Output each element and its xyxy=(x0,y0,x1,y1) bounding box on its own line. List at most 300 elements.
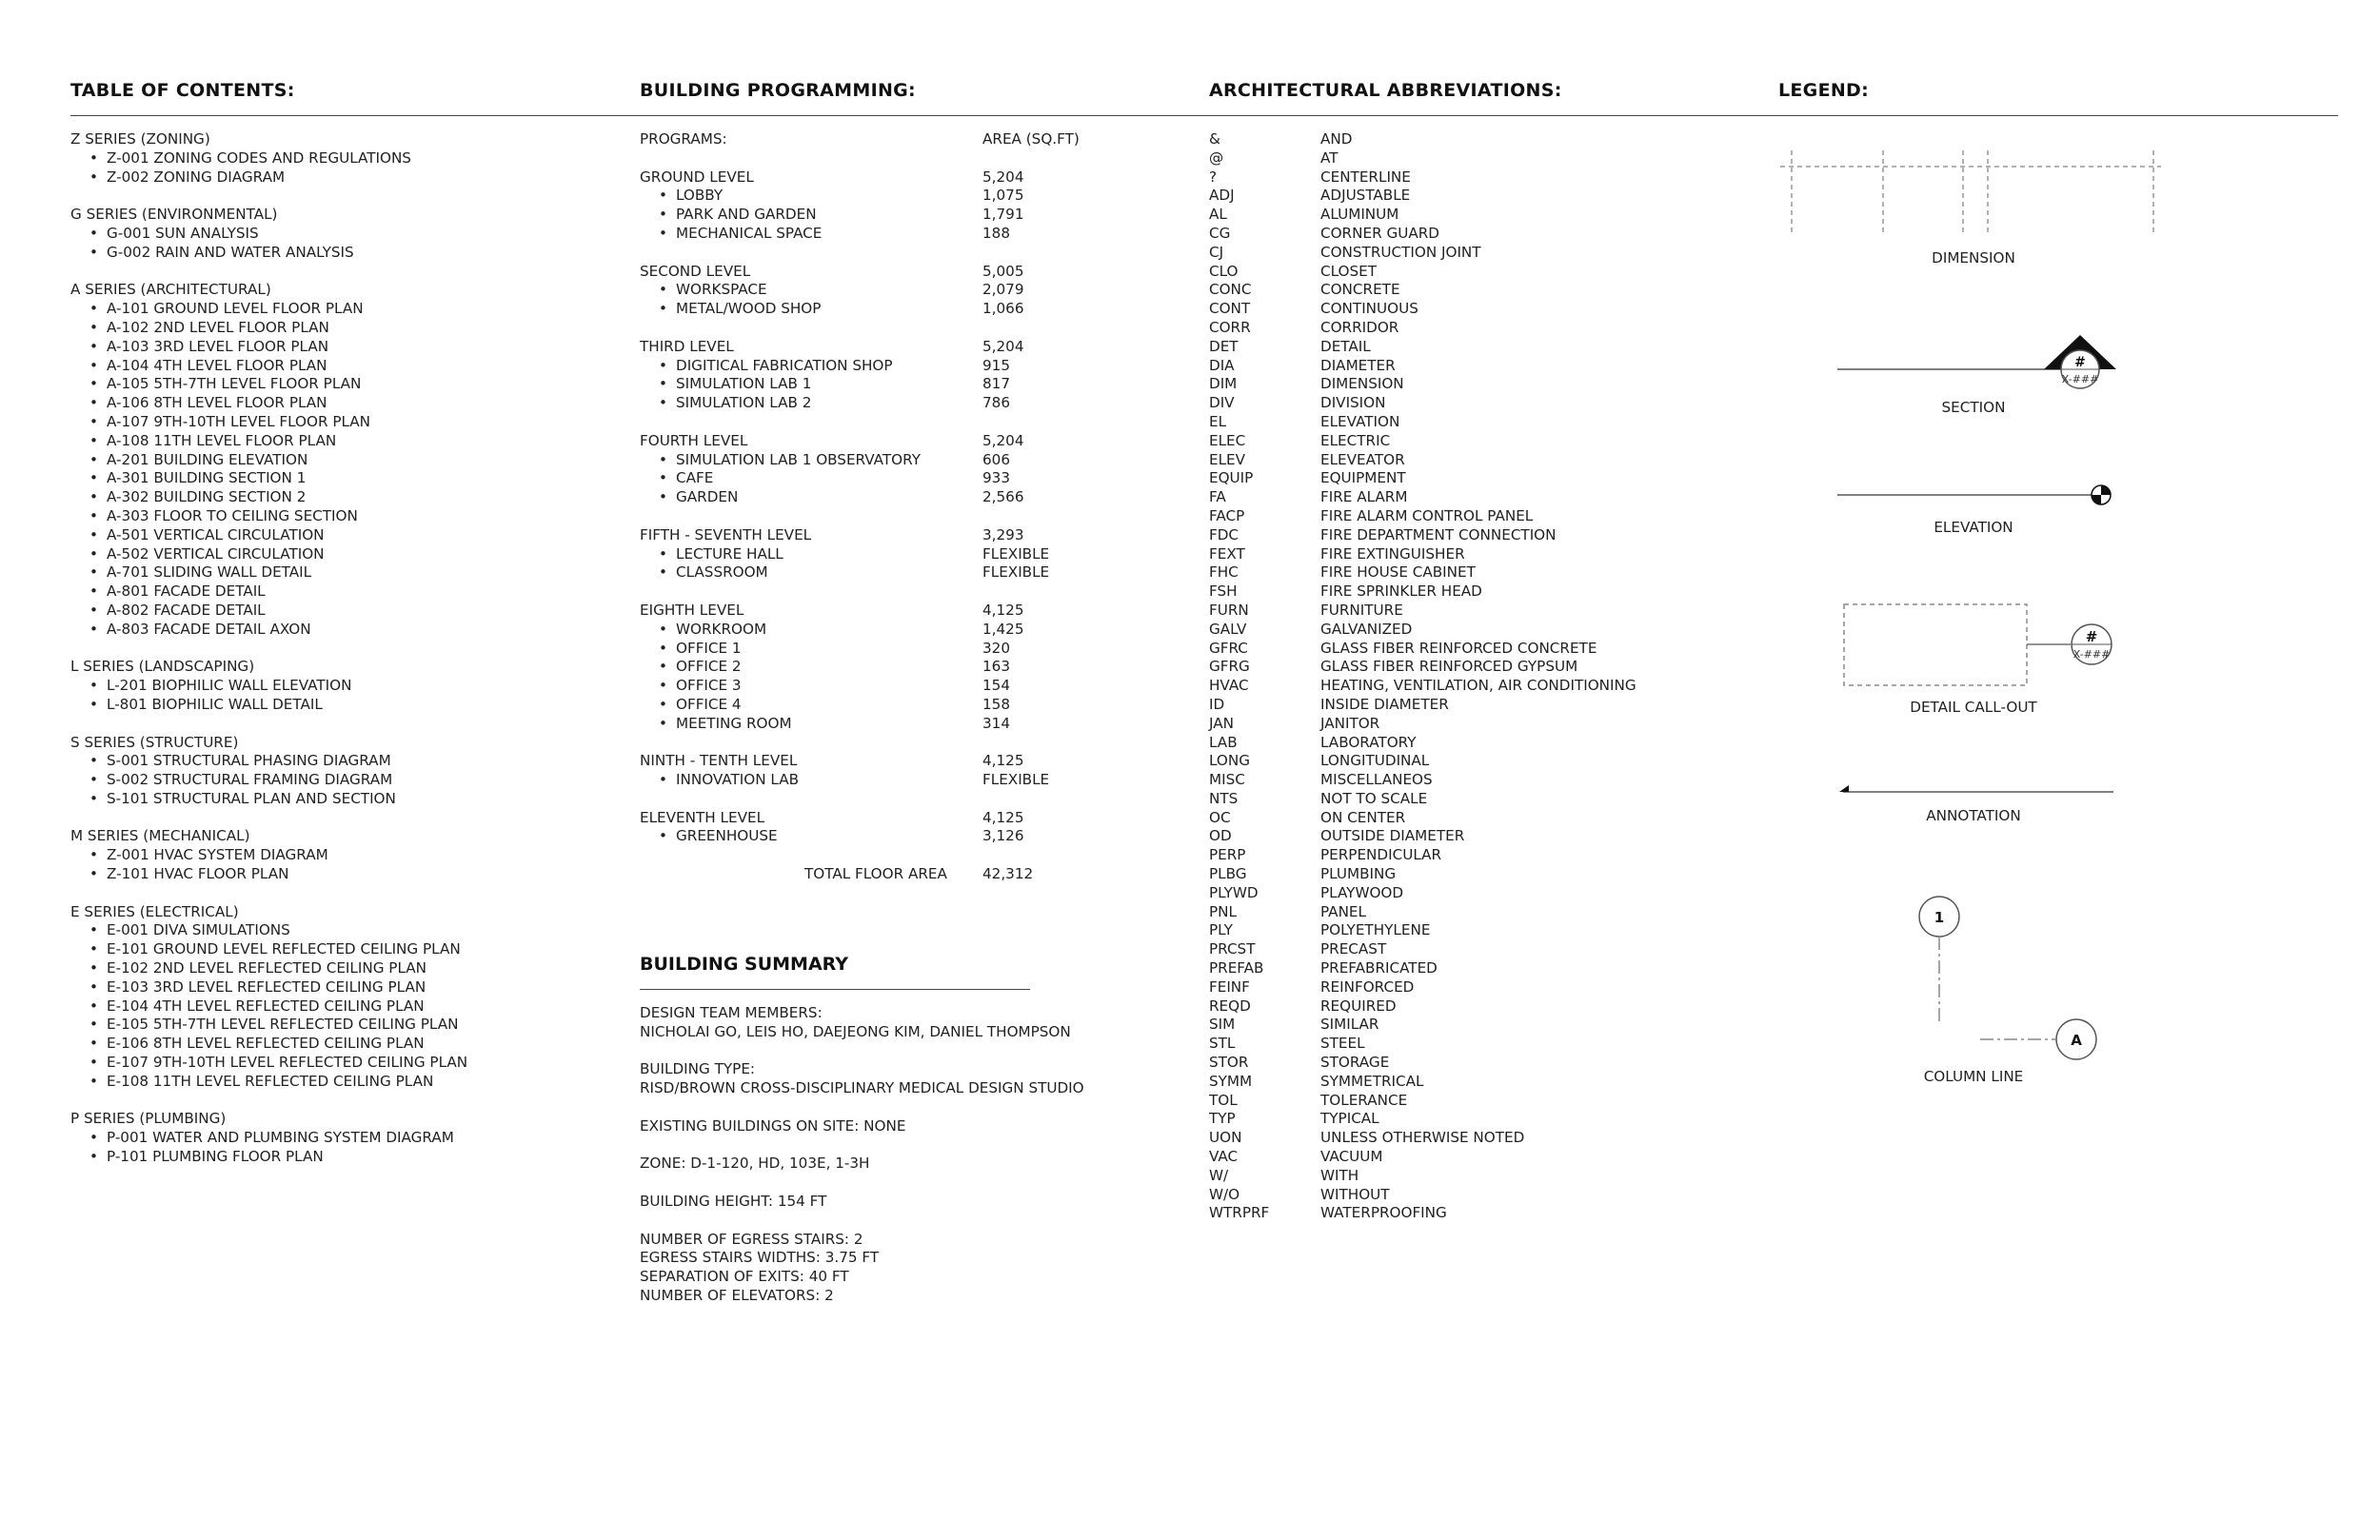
abbreviation-row xyxy=(1209,1073,1742,1092)
room-area: 1,075 xyxy=(982,187,1024,205)
toc-sheet-item: • A-103 3RD LEVEL FLOOR PLAN xyxy=(70,338,467,357)
room-row xyxy=(640,225,1211,244)
abbreviation-definition: TOLERANCE xyxy=(1320,1091,1408,1109)
room-area: 158 xyxy=(982,695,1010,713)
summary-line: EXISTING BUILDINGS ON SITE: NONE xyxy=(640,1116,906,1135)
abbreviation-row xyxy=(1209,790,1742,809)
summary-line: RISD/BROWN CROSS-DISCIPLINARY MEDICAL DESIGN STUDIO xyxy=(640,1079,1084,1097)
room-name: • WORKROOM xyxy=(676,621,766,640)
abbreviation-code: FURN xyxy=(1209,601,1249,619)
room-row xyxy=(640,545,1211,564)
abbreviation-row xyxy=(1209,621,1742,640)
level-name: NINTH - TENTH LEVEL xyxy=(640,752,798,770)
room-row xyxy=(640,488,1211,507)
abbreviation-row xyxy=(1209,1035,1742,1054)
spacer xyxy=(70,1092,467,1111)
abbreviation-row xyxy=(1209,640,1742,659)
abbreviation-code: TYP xyxy=(1209,1110,1236,1128)
abbreviation-code: VAC xyxy=(1209,1148,1239,1166)
detail-ref: X-### xyxy=(2073,648,2111,661)
abbreviation-row xyxy=(1209,1110,1742,1129)
room-name: • OFFICE 4 xyxy=(676,696,742,715)
toc-sheet-item: • P-001 WATER AND PLUMBING SYSTEM DIAGRAM xyxy=(70,1129,467,1148)
abbreviation-row xyxy=(1209,752,1742,771)
abbreviation-row xyxy=(1209,300,1742,319)
room-area: 314 xyxy=(982,714,1010,732)
abbreviation-definition: JANITOR xyxy=(1320,714,1380,732)
column-line-symbol xyxy=(1904,890,2094,1061)
abbreviation-code: LONG xyxy=(1209,752,1251,770)
abbreviation-code: CG xyxy=(1209,224,1231,242)
abbreviation-code: ELEV xyxy=(1209,450,1246,468)
summary-line: BUILDING HEIGHT: 154 FT xyxy=(640,1192,827,1210)
abbreviation-code: HVAC xyxy=(1209,677,1249,695)
annotation-symbol xyxy=(1837,782,2123,801)
abbreviation-row xyxy=(1209,884,1742,903)
abbreviation-row xyxy=(1209,244,1742,263)
section-ref: X-### xyxy=(2061,373,2099,385)
abbreviation-definition: CONSTRUCTION JOINT xyxy=(1320,243,1481,261)
room-area: 1,425 xyxy=(982,620,1024,638)
room-row xyxy=(640,357,1211,376)
spacer xyxy=(640,582,1211,602)
room-row xyxy=(640,206,1211,225)
abbreviation-definition: ELECTRIC xyxy=(1320,431,1391,449)
area-column-label: AREA (SQ.FT) xyxy=(982,130,1080,148)
abbreviation-row xyxy=(1209,206,1742,225)
abbreviation-definition: POLYETHYLENE xyxy=(1320,921,1431,939)
abbreviation-definition: OUTSIDE DIAMETER xyxy=(1320,827,1465,845)
toc-sheet-item: • E-103 3RD LEVEL REFLECTED CEILING PLAN xyxy=(70,978,467,997)
room-area: 163 xyxy=(982,658,1010,676)
toc-sheet-item: • A-701 SLIDING WALL DETAIL xyxy=(70,563,467,582)
abbreviation-code: REQD xyxy=(1209,997,1251,1015)
column-number: 1 xyxy=(1934,909,1945,926)
abbreviation-definition: STEEL xyxy=(1320,1035,1365,1053)
abbreviation-row xyxy=(1209,827,1742,846)
abbreviation-definition: FURNITURE xyxy=(1320,601,1403,619)
room-row xyxy=(640,375,1211,394)
abbreviation-definition: CENTERLINE xyxy=(1320,168,1411,186)
abbreviation-row xyxy=(1209,959,1742,978)
room-name: • SIMULATION LAB 2 xyxy=(676,394,811,413)
abbreviation-code: FDC xyxy=(1209,525,1240,543)
column-line-label: COLUMN LINE xyxy=(1923,1068,2024,1085)
abbreviation-row xyxy=(1209,451,1742,470)
abbreviation-definition: SYMMETRICAL xyxy=(1320,1072,1424,1090)
abbreviation-code: FSH xyxy=(1209,582,1238,601)
room-row xyxy=(640,827,1211,846)
abbreviation-definition: WITH xyxy=(1320,1166,1359,1184)
abbreviation-definition: ALUMINUM xyxy=(1320,206,1399,224)
abbreviation-definition: SIMILAR xyxy=(1320,1016,1379,1034)
toc-series-title: E SERIES (ELECTRICAL) xyxy=(70,902,239,920)
abbreviation-row xyxy=(1209,582,1742,602)
toc-sheet-item: • A-201 BUILDING ELEVATION xyxy=(70,451,467,470)
abbreviation-code: UON xyxy=(1209,1129,1242,1147)
abbreviation-code: OC xyxy=(1209,808,1231,826)
room-name: • SIMULATION LAB 1 OBSERVATORY xyxy=(676,451,921,470)
abbreviation-code: CLO xyxy=(1209,262,1239,280)
abbreviation-row xyxy=(1209,526,1742,545)
level-name: FOURTH LEVEL xyxy=(640,431,748,449)
abbreviation-code: JAN xyxy=(1209,714,1234,732)
abbreviation-code: OD xyxy=(1209,827,1232,845)
abbreviation-definition: GALVANIZED xyxy=(1320,620,1413,638)
level-area: 4,125 xyxy=(982,808,1024,826)
abbreviation-row xyxy=(1209,149,1742,168)
abbreviation-row xyxy=(1209,319,1742,338)
spacer xyxy=(70,263,467,282)
toc-sheet-item: • E-102 2ND LEVEL REFLECTED CEILING PLAN xyxy=(70,959,467,978)
room-area: FLEXIBLE xyxy=(982,771,1050,789)
programming-header-row xyxy=(640,130,1211,149)
toc-sheet-item: • E-101 GROUND LEVEL REFLECTED CEILING PLAN xyxy=(70,940,467,959)
abbreviation-definition: FIRE DEPARTMENT CONNECTION xyxy=(1320,525,1557,543)
abbreviation-definition: DETAIL xyxy=(1320,337,1371,355)
level-row xyxy=(640,526,1211,545)
room-row xyxy=(640,563,1211,582)
toc-sheet-item: • S-002 STRUCTURAL FRAMING DIAGRAM xyxy=(70,771,467,790)
abbreviation-row xyxy=(1209,865,1742,884)
toc-sheet-item: • E-001 DIVA SIMULATIONS xyxy=(70,921,467,940)
abbreviation-code: STOR xyxy=(1209,1054,1249,1072)
room-area: 320 xyxy=(982,639,1010,657)
toc-list xyxy=(70,130,467,1167)
annotation-label: ANNOTATION xyxy=(1926,807,2021,824)
abbreviation-code: SIM xyxy=(1209,1016,1236,1034)
abbreviation-row xyxy=(1209,263,1742,282)
room-area: 1,791 xyxy=(982,206,1024,224)
abbreviation-definition: DIVISION xyxy=(1320,394,1386,412)
abbreviation-code: MISC xyxy=(1209,771,1245,789)
abbreviation-row xyxy=(1209,696,1742,715)
abbreviation-code: PERP xyxy=(1209,846,1246,864)
abbreviation-code: NTS xyxy=(1209,789,1239,807)
abbreviation-code: DIV xyxy=(1209,394,1235,412)
abbreviation-definition: EQUIPMENT xyxy=(1320,469,1406,487)
abbreviation-definition: PANEL xyxy=(1320,902,1366,920)
room-row xyxy=(640,771,1211,790)
abbreviation-code: ELEC xyxy=(1209,431,1246,449)
spacer xyxy=(640,1042,1084,1061)
room-row xyxy=(640,677,1211,696)
toc-heading: TABLE OF CONTENTS: xyxy=(70,80,295,101)
abbreviation-code: FA xyxy=(1209,488,1226,506)
abbreviations-list xyxy=(1209,130,1742,1223)
level-name: THIRD LEVEL xyxy=(640,337,734,355)
room-name: • INNOVATION LAB xyxy=(676,771,799,790)
toc-sheet-item: • A-107 9TH-10TH LEVEL FLOOR PLAN xyxy=(70,413,467,432)
legend-heading: LEGEND: xyxy=(1778,80,1870,101)
abbreviation-definition: ADJUSTABLE xyxy=(1320,187,1411,205)
abbreviation-code: CONT xyxy=(1209,300,1251,318)
room-row xyxy=(640,394,1211,413)
abbreviation-code: CONC xyxy=(1209,281,1252,299)
abbreviation-definition: AND xyxy=(1320,130,1353,148)
abbreviation-row xyxy=(1209,338,1742,357)
room-row xyxy=(640,640,1211,659)
abbreviation-code: GFRG xyxy=(1209,658,1250,676)
total-row xyxy=(640,865,1211,884)
abbreviation-definition: FIRE EXTINGUISHER xyxy=(1320,544,1465,563)
programs-column-label: PROGRAMS: xyxy=(640,130,727,148)
section-symbol xyxy=(1833,331,2118,398)
room-row xyxy=(640,300,1211,319)
abbreviation-code: PLY xyxy=(1209,921,1233,939)
abbreviation-code: @ xyxy=(1209,148,1224,167)
abbreviation-definition: ELEVEATOR xyxy=(1320,450,1405,468)
abbreviation-row xyxy=(1209,507,1742,526)
abbreviation-code: TOL xyxy=(1209,1091,1238,1109)
abbreviation-code: AL xyxy=(1209,206,1227,224)
abbreviation-definition: DIAMETER xyxy=(1320,356,1396,374)
spacer xyxy=(640,1136,1084,1155)
abbreviation-row xyxy=(1209,281,1742,300)
abbreviation-code: WTRPRF xyxy=(1209,1204,1270,1222)
room-name: • CLASSROOM xyxy=(676,563,768,582)
toc-sheet-item: • L-201 BIOPHILIC WALL ELEVATION xyxy=(70,677,467,696)
summary-line: ZONE: D-1-120, HD, 103E, 1-3H xyxy=(640,1155,870,1173)
room-name: • MECHANICAL SPACE xyxy=(676,225,822,244)
abbreviation-definition: REQUIRED xyxy=(1320,997,1397,1015)
abbreviation-row xyxy=(1209,488,1742,507)
spacer xyxy=(640,507,1211,526)
abbreviation-code: FACP xyxy=(1209,506,1245,524)
abbreviation-row xyxy=(1209,563,1742,582)
room-name: • GREENHOUSE xyxy=(676,827,778,846)
room-area: 817 xyxy=(982,375,1010,393)
room-area: 786 xyxy=(982,394,1010,412)
spacer xyxy=(640,149,1211,168)
abbreviation-row xyxy=(1209,357,1742,376)
toc-sheet-item: • A-105 5TH-7TH LEVEL FLOOR PLAN xyxy=(70,375,467,394)
detail-mark: # xyxy=(2085,628,2098,645)
toc-sheet-item: • A-102 2ND LEVEL FLOOR PLAN xyxy=(70,319,467,338)
room-name: • GARDEN xyxy=(676,488,738,507)
room-row xyxy=(640,715,1211,734)
programming-heading: BUILDING PROGRAMMING: xyxy=(640,80,916,101)
toc-series-title: S SERIES (STRUCTURE) xyxy=(70,733,239,751)
abbreviation-row xyxy=(1209,978,1742,997)
abbreviation-definition: PLAYWOOD xyxy=(1320,883,1404,901)
spacer xyxy=(640,1212,1084,1231)
abbreviation-code: GALV xyxy=(1209,620,1247,638)
summary-list xyxy=(640,1004,1084,1306)
toc-series-title: L SERIES (LANDSCAPING) xyxy=(70,658,255,676)
room-area: 1,066 xyxy=(982,300,1024,318)
abbreviation-code: PNL xyxy=(1209,902,1237,920)
room-name: • MEETING ROOM xyxy=(676,715,792,734)
section-mark: # xyxy=(2074,355,2086,370)
toc-sheet-item: • A-108 11TH LEVEL FLOOR PLAN xyxy=(70,432,467,451)
level-name: ELEVENTH LEVEL xyxy=(640,808,765,826)
abbreviation-definition: FIRE SPRINKLER HEAD xyxy=(1320,582,1482,601)
abbreviation-row xyxy=(1209,1148,1742,1167)
abbreviation-row xyxy=(1209,677,1742,696)
abbreviation-code: ADJ xyxy=(1209,187,1235,205)
toc-sheet-item: • E-105 5TH-7TH LEVEL REFLECTED CEILING PLAN xyxy=(70,1016,467,1035)
level-area: 4,125 xyxy=(982,601,1024,619)
abbreviation-code: LAB xyxy=(1209,733,1238,751)
toc-sheet-item: • S-001 STRUCTURAL PHASING DIAGRAM xyxy=(70,752,467,771)
abbreviation-definition: CONTINUOUS xyxy=(1320,300,1418,318)
abbreviation-definition: PLUMBING xyxy=(1320,865,1397,883)
abbreviation-row xyxy=(1209,375,1742,394)
toc-sheet-item: • E-106 8TH LEVEL REFLECTED CEILING PLAN xyxy=(70,1035,467,1054)
spacer xyxy=(70,809,467,828)
toc-sheet-item: • S-101 STRUCTURAL PLAN AND SECTION xyxy=(70,790,467,809)
abbreviation-definition: TYPICAL xyxy=(1320,1110,1379,1128)
abbreviation-code: STL xyxy=(1209,1035,1236,1053)
spacer xyxy=(640,790,1211,809)
abbreviation-row xyxy=(1209,545,1742,564)
room-name: • CAFE xyxy=(676,469,713,488)
abbreviation-row xyxy=(1209,168,1742,188)
abbreviation-definition: LONGITUDINAL xyxy=(1320,752,1430,770)
room-row xyxy=(640,281,1211,300)
abbreviation-definition: GLASS FIBER REINFORCED CONCRETE xyxy=(1320,639,1597,657)
abbreviation-definition: WITHOUT xyxy=(1320,1185,1390,1203)
abbreviation-code: PLYWD xyxy=(1209,883,1259,901)
abbreviation-row xyxy=(1209,187,1742,206)
abbreviation-definition: PRECAST xyxy=(1320,940,1387,958)
room-row xyxy=(640,469,1211,488)
room-name: • WORKSPACE xyxy=(676,281,767,300)
abbreviation-definition: FIRE HOUSE CABINET xyxy=(1320,563,1476,582)
toc-sheet-item: • E-107 9TH-10TH LEVEL REFLECTED CEILING PLAN xyxy=(70,1054,467,1073)
abbreviation-definition: CORRIDOR xyxy=(1320,318,1399,336)
abbreviation-code: ? xyxy=(1209,168,1218,186)
abbreviation-definition: CORNER GUARD xyxy=(1320,224,1439,242)
section-label: SECTION xyxy=(1941,399,2006,416)
total-label: TOTAL FLOOR AREA xyxy=(804,865,947,883)
abbreviation-definition: FIRE ALARM xyxy=(1320,488,1408,506)
abbreviation-row xyxy=(1209,658,1742,677)
toc-sheet-item: • A-106 8TH LEVEL FLOOR PLAN xyxy=(70,394,467,413)
summary-heading: BUILDING SUMMARY xyxy=(640,954,849,975)
level-row xyxy=(640,338,1211,357)
spacer xyxy=(640,734,1211,753)
room-name: • OFFICE 1 xyxy=(676,640,742,659)
abbreviation-definition: ELEVATION xyxy=(1320,412,1400,430)
abbreviation-code: PRCST xyxy=(1209,940,1256,958)
room-area: 2,566 xyxy=(982,488,1024,506)
abbreviation-row xyxy=(1209,1092,1742,1111)
abbreviation-row xyxy=(1209,130,1742,149)
toc-series-title: A SERIES (ARCHITECTURAL) xyxy=(70,281,271,299)
toc-sheet-item: • G-001 SUN ANALYSIS xyxy=(70,225,467,244)
abbreviation-code: PLBG xyxy=(1209,865,1247,883)
summary-line: BUILDING TYPE: xyxy=(640,1060,756,1078)
toc-series-title: M SERIES (MECHANICAL) xyxy=(70,827,250,845)
room-area: 933 xyxy=(982,469,1010,487)
abbreviation-definition: STORAGE xyxy=(1320,1054,1390,1072)
summary-line: NICHOLAI GO, LEIS HO, DAEJEONG KIM, DANIEL THOMPSON xyxy=(640,1022,1071,1040)
abbreviation-row xyxy=(1209,1204,1742,1223)
room-name: • SIMULATION LAB 1 xyxy=(676,375,811,394)
abbreviation-code: SYMM xyxy=(1209,1072,1253,1090)
level-row xyxy=(640,263,1211,282)
abbreviation-row xyxy=(1209,1186,1742,1205)
abbreviation-row xyxy=(1209,846,1742,865)
abbreviation-code: FHC xyxy=(1209,563,1239,582)
room-row xyxy=(640,658,1211,677)
toc-sheet-item: • A-101 GROUND LEVEL FLOOR PLAN xyxy=(70,300,467,319)
toc-sheet-item: • A-303 FLOOR TO CEILING SECTION xyxy=(70,507,467,526)
room-name: • LECTURE HALL xyxy=(676,545,783,564)
room-row xyxy=(640,187,1211,206)
abbreviation-code: GFRC xyxy=(1209,639,1248,657)
abbreviation-row xyxy=(1209,432,1742,451)
abbreviation-row xyxy=(1209,602,1742,621)
level-row xyxy=(640,752,1211,771)
dimension-symbol xyxy=(1771,143,2171,238)
abbreviation-code: DIA xyxy=(1209,356,1235,374)
toc-sheet-item: • A-501 VERTICAL CIRCULATION xyxy=(70,526,467,545)
toc-sheet-item: • E-108 11TH LEVEL REFLECTED CEILING PLAN xyxy=(70,1073,467,1092)
summary-line: NUMBER OF ELEVATORS: 2 xyxy=(640,1286,834,1304)
toc-sheet-item: • Z-101 HVAC FLOOR PLAN xyxy=(70,865,467,884)
abbreviation-definition: INSIDE DIAMETER xyxy=(1320,695,1449,713)
toc-sheet-item: • G-002 RAIN AND WATER ANALYSIS xyxy=(70,244,467,263)
abbreviation-definition: PREFABRICATED xyxy=(1320,959,1438,977)
toc-sheet-item: • A-502 VERTICAL CIRCULATION xyxy=(70,545,467,564)
abbreviation-definition: MISCELLANEOS xyxy=(1320,771,1433,789)
level-row xyxy=(640,168,1211,188)
abbreviation-definition: LABORATORY xyxy=(1320,733,1417,751)
spacer xyxy=(640,1174,1084,1193)
abbreviation-code: EQUIP xyxy=(1209,469,1254,487)
abbreviation-row xyxy=(1209,921,1742,940)
abbreviation-code: FEXT xyxy=(1209,544,1245,563)
header-rule xyxy=(70,115,2338,116)
spacer xyxy=(640,1098,1084,1117)
spacer xyxy=(640,319,1211,338)
room-name: • OFFICE 3 xyxy=(676,677,742,696)
level-row xyxy=(640,602,1211,621)
level-area: 4,125 xyxy=(982,752,1024,770)
toc-sheet-item: • Z-002 ZONING DIAGRAM xyxy=(70,168,467,188)
room-area: 154 xyxy=(982,677,1010,695)
spacer xyxy=(640,846,1211,865)
room-area: 915 xyxy=(982,356,1010,374)
abbreviation-definition: AT xyxy=(1320,148,1339,167)
abbreviation-row xyxy=(1209,809,1742,828)
abbreviation-code: ID xyxy=(1209,695,1225,713)
abbreviation-row xyxy=(1209,469,1742,488)
spacer xyxy=(70,884,467,903)
abbreviation-row xyxy=(1209,997,1742,1017)
abbreviation-code: W/O xyxy=(1209,1185,1240,1203)
total-value: 42,312 xyxy=(982,865,1034,883)
elevation-symbol xyxy=(1833,482,2118,510)
room-area: 2,079 xyxy=(982,281,1024,299)
abbreviation-row xyxy=(1209,771,1742,790)
summary-line: SEPARATION OF EXITS: 40 FT xyxy=(640,1268,849,1286)
level-area: 5,005 xyxy=(982,262,1024,280)
room-name: • METAL/WOOD SHOP xyxy=(676,300,821,319)
abbreviation-code: FEINF xyxy=(1209,977,1250,996)
abbreviation-row xyxy=(1209,903,1742,922)
toc-series-title: G SERIES (ENVIRONMENTAL) xyxy=(70,206,278,224)
abbreviation-definition: CONCRETE xyxy=(1320,281,1400,299)
abbreviation-row xyxy=(1209,940,1742,959)
abbreviation-row xyxy=(1209,1016,1742,1035)
abbreviation-definition: WATERPROOFING xyxy=(1320,1204,1447,1222)
toc-sheet-item: • Z-001 HVAC SYSTEM DIAGRAM xyxy=(70,846,467,865)
toc-series-title: P SERIES (PLUMBING) xyxy=(70,1110,227,1128)
